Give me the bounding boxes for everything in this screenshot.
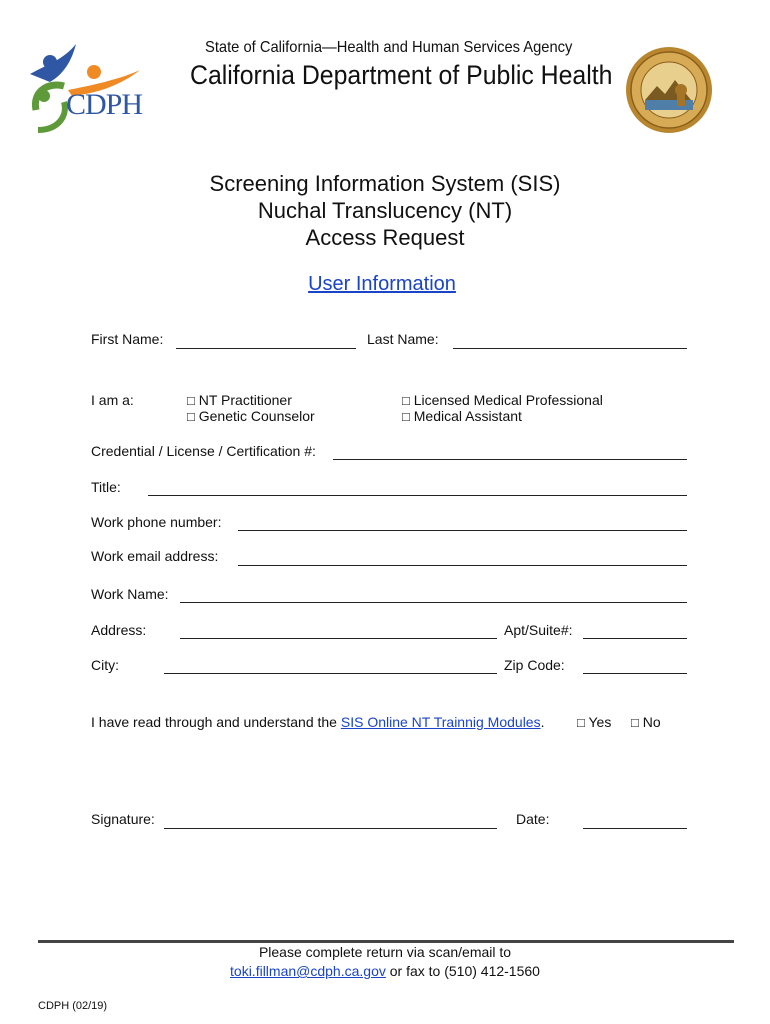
department-name: California Department of Public Health [190, 60, 613, 90]
section-heading-user-information[interactable]: User Information [308, 273, 456, 295]
role-licensed-medical-professional[interactable] [402, 392, 603, 408]
city-field[interactable] [164, 673, 497, 674]
training-modules-link[interactable]: SIS Online NT Trainnig Modules [340, 714, 541, 730]
footer-contact [0, 963, 770, 979]
title-label: Title: [91, 479, 121, 495]
role-medical-assistant[interactable] [402, 408, 522, 424]
first-name-field[interactable] [176, 348, 356, 349]
work-phone-label: Work phone number: [91, 514, 222, 530]
checkbox-icon[interactable]: □ [187, 409, 195, 424]
title-line-3: Access Request [305, 225, 465, 250]
contact-email-link[interactable]: toki.fillman@cdph.ca.gov [230, 963, 386, 979]
role-label: Licensed Medical Professional [413, 392, 603, 408]
checkbox-icon[interactable]: □ [577, 715, 585, 730]
signature-field[interactable] [164, 828, 497, 829]
zip-code-label: Zip Code: [504, 657, 565, 673]
training-statement-text: I have read through and understand the [91, 714, 337, 730]
checkbox-icon[interactable]: □ [402, 393, 410, 408]
work-phone-field[interactable] [238, 530, 687, 531]
title-field[interactable] [148, 495, 687, 496]
work-email-field[interactable] [238, 565, 687, 566]
apt-suite-field[interactable] [583, 638, 687, 639]
work-name-field[interactable] [180, 602, 687, 603]
title-line-1: Screening Information System (SIS) [209, 171, 561, 196]
role-label: NT Practitioner [198, 392, 292, 408]
checkbox-icon[interactable]: □ [631, 715, 639, 730]
role-genetic-counselor[interactable] [187, 408, 315, 424]
logo-text: CDPH [66, 88, 143, 121]
zip-code-field[interactable] [583, 673, 687, 674]
role-nt-practitioner[interactable] [187, 392, 292, 408]
address-label: Address: [91, 622, 147, 638]
i-am-a-label: I am a: [91, 392, 134, 408]
address-field[interactable] [180, 638, 497, 639]
california-seal-icon [625, 46, 713, 134]
agency-name: State of California—Health and Human Services Agency [205, 39, 573, 56]
training-yes-option[interactable] [577, 714, 611, 730]
work-email-label: Work email address: [91, 548, 219, 564]
footer-instruction: Please complete return via scan/email to [258, 944, 512, 960]
last-name-field[interactable] [453, 348, 687, 349]
work-name-label: Work Name: [91, 586, 169, 602]
fax-text: or fax to (510) 412-1560 [389, 963, 540, 979]
city-label: City: [91, 657, 119, 673]
form-title [0, 170, 770, 251]
training-statement [91, 714, 544, 730]
first-name-label: First Name: [91, 331, 164, 347]
form-id: CDPH (02/19) [38, 1000, 108, 1012]
yes-label: Yes [588, 714, 612, 730]
checkbox-icon[interactable]: □ [187, 393, 195, 408]
no-label: No [642, 714, 661, 730]
apt-suite-label: Apt/Suite#: [504, 622, 573, 638]
checkbox-icon[interactable]: □ [402, 409, 410, 424]
signature-label: Signature: [91, 811, 155, 827]
role-label: Genetic Counselor [198, 408, 315, 424]
footer-divider [38, 940, 734, 943]
date-field[interactable] [583, 828, 687, 829]
title-line-2: Nuchal Translucency (NT) [257, 198, 513, 223]
last-name-label: Last Name: [367, 331, 439, 347]
state-seal [625, 46, 713, 134]
date-label: Date: [516, 811, 550, 827]
credential-field[interactable] [333, 459, 687, 460]
training-period: . [540, 714, 545, 730]
role-label: Medical Assistant [413, 408, 522, 424]
credential-label: Credential / License / Certification #: [91, 443, 316, 459]
training-no-option[interactable] [631, 714, 661, 730]
